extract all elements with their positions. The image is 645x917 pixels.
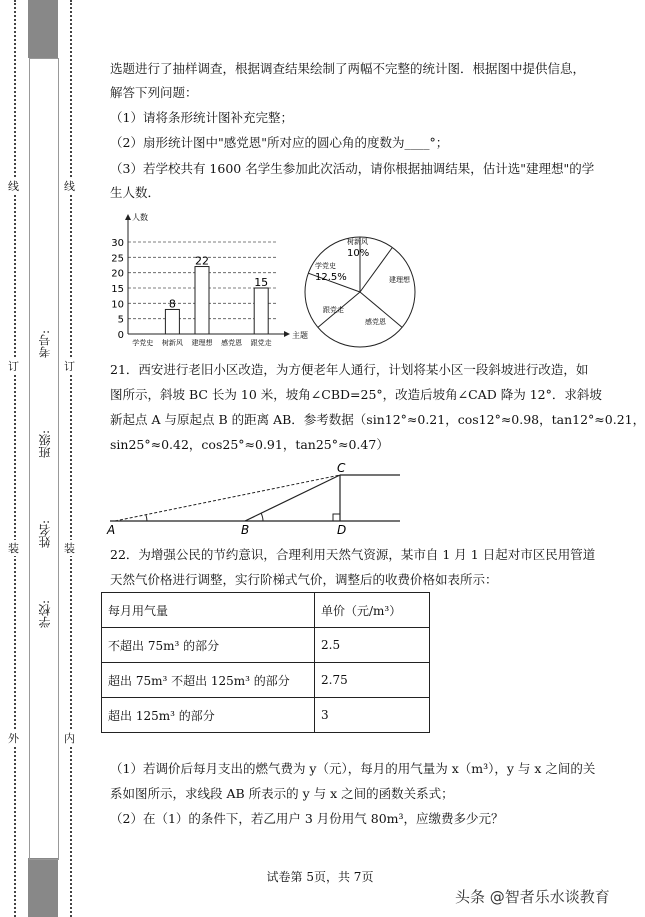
q22-line-2: 天然气价格进行调整，实行阶梯式气价，调整后的收费价格如表所示： [110, 572, 498, 587]
q21-line-2: 图所示，斜坡 BC 长为 10 米，坡角∠CBD=25°，改造后坡角∠CAD 降为 12°．求斜坡 [110, 387, 602, 402]
slope-bc [245, 475, 340, 521]
q22-item-1: （1）若调价后每月支出的燃气费为 y（元），每月的用气量为 x（m³），y 与 x 之间的关 [110, 761, 596, 776]
q21-line-4: sin25°≈0.42，cos25°≈0.91，tan25°≈0.47） [110, 437, 389, 452]
x-tick-label: 树新风 [161, 339, 183, 347]
label-d: D [337, 523, 347, 537]
right-dotted-line [70, 0, 72, 917]
q20-item-1: （1）请将条形统计图补充完整； [110, 110, 293, 125]
student-info-column [29, 58, 59, 860]
y-tick-label: 0 [117, 330, 124, 341]
angle-b-arc [261, 513, 263, 521]
pie-label-感党恩: 感党恩 [365, 318, 386, 326]
table-header-row [102, 593, 430, 628]
pie-label-跟党走: 跟党走 [323, 306, 344, 314]
y-axis-label: 人数 [132, 213, 148, 222]
slope-ac [115, 475, 340, 521]
label-b: B [241, 523, 250, 537]
binding-margin [0, 0, 90, 917]
q22-item-2: （2）在（1）的条件下，若乙用户 3 月份用气 80m³，应缴费多少元？ [110, 811, 504, 826]
q21-line-3: 新起点 A 与原起点 B 的距离 AB．参考数据（sin12°≈0.21，cos12°≈0.98，tan12°≈0.21， [110, 412, 645, 427]
y-tick-label: 15 [111, 284, 124, 295]
table-cell: 不超出 75m³ 的部分 [102, 628, 315, 663]
margin-mark-bind: 装 [8, 542, 19, 555]
field-class: 班级: [38, 430, 52, 459]
table-row [102, 663, 430, 698]
y-tick-label: 20 [111, 268, 124, 280]
table-row [102, 628, 430, 663]
table-row [102, 698, 430, 733]
left-dotted-line [14, 0, 16, 917]
right-angle-mark [333, 514, 340, 521]
y-tick-label: 25 [111, 253, 124, 265]
header-usage: 每月用气量 [102, 593, 315, 628]
x-axis-label: 主题 [292, 331, 308, 340]
bar-value-label: 22 [195, 254, 209, 268]
bar-value-label: 8 [168, 297, 176, 311]
y-tick-label: 10 [111, 299, 124, 311]
q20-charts [108, 210, 410, 354]
field-school: 学校: [38, 600, 52, 629]
top-gray-block [28, 0, 58, 58]
q20-item-2: （2）扇形统计图中"感党恩"所对应的圆心角的度数为____°； [110, 135, 449, 150]
bar-树新风 [165, 309, 179, 334]
field-exam-number: 考号: [38, 330, 52, 359]
q20-item-3-cont: 生人数． [110, 185, 161, 200]
table-cell: 3 [315, 698, 430, 733]
watermark: 头条 @智者乐水谈教育 [455, 888, 610, 906]
y-axis-arrow [125, 214, 131, 220]
margin-mark-order: 订 [8, 360, 19, 373]
margin-mark-line: 线 [8, 180, 19, 193]
page-footer: 试卷第 5页，共 7页 [266, 870, 374, 884]
x-axis-arrow [284, 331, 290, 337]
y-tick-label: 5 [117, 314, 124, 326]
q22-line-1: 22．为增强公民的节约意识，合理利用天然气资源，某市自 1 月 1 日起对市区民用管道 [110, 547, 596, 562]
table-cell: 2.5 [315, 628, 430, 663]
margin-mark-outer: 外 [8, 732, 19, 745]
pie-label-树新风: 树新风 [347, 238, 368, 246]
margin-mark-inner: 内 [64, 732, 75, 745]
header-unit-price: 单价（元/m³） [315, 593, 430, 628]
table-cell: 超出 75m³ 不超出 125m³ 的部分 [102, 663, 315, 698]
q22-item-1-cont: 系如图所示，求线段 AB 所表示的 y 与 x 之间的函数关系式； [110, 786, 454, 801]
bar-value-label: 15 [254, 276, 269, 289]
margin-mark-bind-inner: 装 [64, 542, 75, 555]
bar-chart [108, 210, 308, 350]
slope-figure [105, 462, 405, 537]
bottom-gray-block [28, 858, 58, 917]
bar-跟党走 [254, 288, 268, 334]
intro-line-1: 选题进行了抽样调查，根据调查结果绘制了两幅不完整的统计图．根据图中提供信息， [110, 61, 586, 76]
x-tick-label: 学党史 [132, 339, 154, 347]
y-tick-label: 30 [111, 238, 124, 249]
label-a: A [107, 523, 116, 537]
q21-line-1: 21．西安进行老旧小区改造，为方便老年人通行，计划将某小区一段斜坡进行改造，如 [110, 362, 589, 377]
x-tick-label: 建理想 [191, 339, 213, 347]
pie-percent-树新风: 10% [347, 248, 370, 259]
margin-mark-line-inner: 线 [64, 180, 75, 193]
table-cell: 超出 125m³ 的部分 [102, 698, 315, 733]
q20-item-3: （3）若学校共有 1600 名学生参加此次活动，请你根据抽调结果，估计选"建理想"的学 [110, 161, 595, 176]
pie-label-学党史: 学党史 [315, 262, 336, 270]
margin-mark-order-inner: 订 [64, 360, 75, 373]
label-c: C [337, 461, 346, 475]
bar-建理想 [195, 267, 209, 334]
price-table [101, 592, 430, 733]
pie-chart [303, 230, 418, 355]
x-tick-label: 跟党走 [250, 339, 272, 347]
pie-percent-学党史: 12.5% [315, 272, 347, 283]
intro-line-2: 解答下列问题： [110, 85, 198, 100]
x-tick-label: 感党恩 [221, 339, 243, 347]
table-cell: 2.75 [315, 663, 430, 698]
field-name: 姓名: [38, 520, 52, 549]
pie-label-建理想: 建理想 [389, 276, 410, 284]
angle-a-arc [146, 515, 147, 521]
